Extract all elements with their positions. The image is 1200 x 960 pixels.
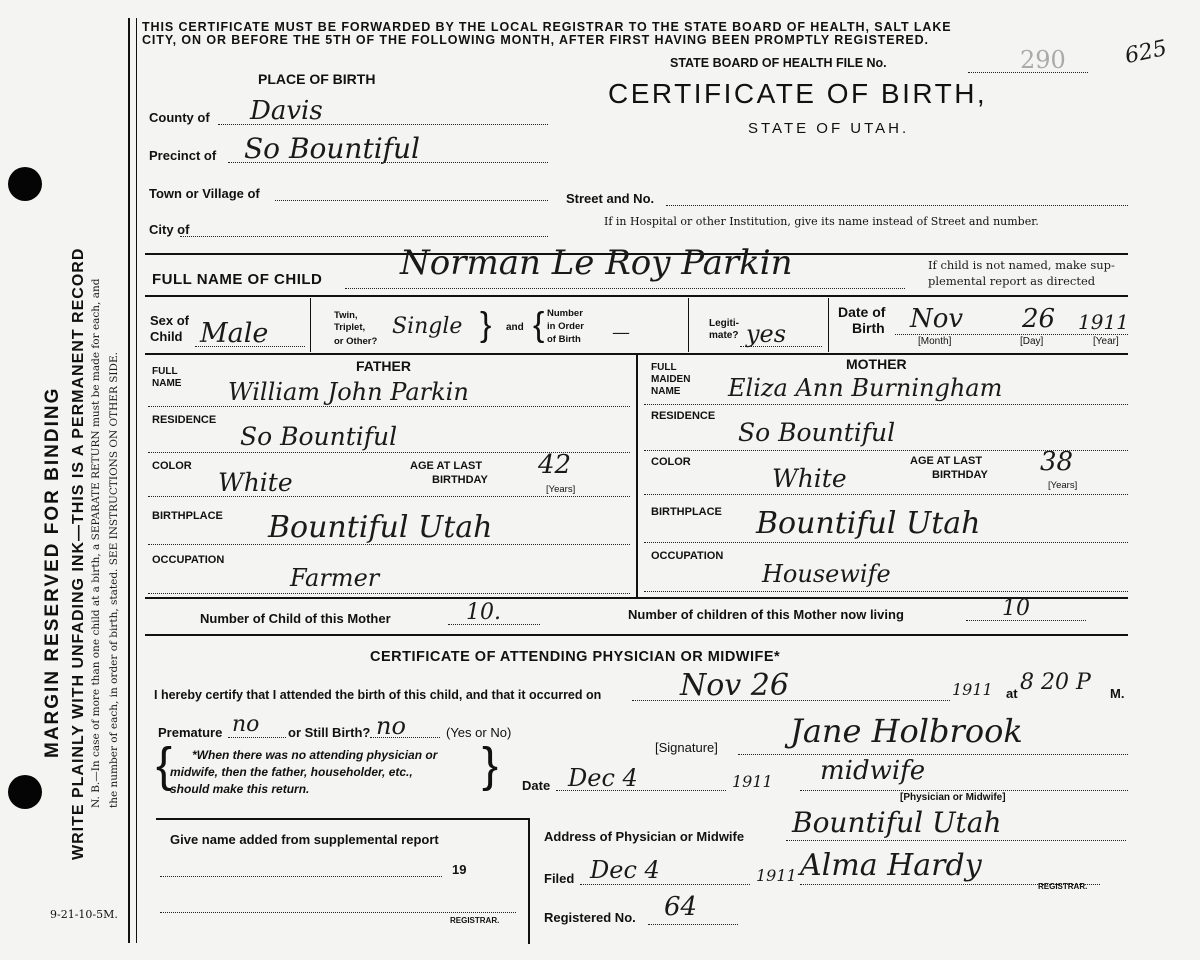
living-line [966,620,1086,621]
number-value: — [612,322,630,343]
father-birthplace-line [148,544,630,545]
premature-value: no [232,712,260,737]
place-heading: PLACE OF BIRTH [258,71,376,87]
twin-label-2: Triplet, [334,322,366,333]
unnamed-note-1: If child is not named, make sup- [928,258,1115,272]
at-label: at [1006,686,1018,701]
filed-label: Filed [544,871,575,886]
father-age-value: 42 [538,450,572,480]
number-label-1: Number [547,308,583,319]
town-label: Town or Village of [149,186,260,201]
father-heading: FATHER [356,358,411,374]
margin-ink-text: WRITE PLAINLY WITH UNFADING INK—THIS IS A PERMANENT RECORD [70,247,87,860]
file-number: 290 [1020,46,1066,74]
filed-date-line [580,884,750,885]
premature-line [228,737,286,738]
mother-color-line [644,494,1128,495]
physician-note-3: should make this return. [170,782,310,796]
mother-name-value: Eliza Ann Burningham [728,374,1003,402]
street-line [666,205,1128,206]
sign-date-label: Date [522,778,551,793]
birth-date-value: Nov 26 [680,668,789,703]
father-color-label: COLOR [152,460,192,472]
father-residence-label: RESIDENCE [152,414,217,426]
father-age-label-1: AGE AT LAST [410,460,483,472]
mother-name-label-1: FULL [651,362,677,373]
legit-label-1: Legiti- [709,318,739,329]
birth-year-value: 1911 [952,680,993,699]
sign-date-line [556,790,726,791]
number-brace: { [533,306,545,344]
file-number-label: STATE BOARD OF HEALTH FILE No. [670,56,887,70]
supplemental-year: 19 [452,862,467,877]
address-line [786,840,1126,841]
certificate-title: CERTIFICATE OF BIRTH, [608,78,988,109]
supplemental-line [160,876,442,877]
dob-line [895,334,1128,335]
child-name-label: FULL NAME OF CHILD [152,271,323,288]
dob-label-2: Birth [852,320,885,336]
signature-label: [Signature] [655,740,718,755]
margin-note-2: the number of each, in order of birth, stated. SEE INSTRUCTIONS ON OTHER SIDE. [108,352,120,808]
month-label: [Month] [918,336,952,347]
mother-age-label-1: AGE AT LAST [910,455,983,467]
parents-bottom-rule [145,597,1128,599]
legit-line [740,346,822,347]
sign-date-value: Dec 4 [568,764,638,792]
living-value: 10 [1002,596,1030,621]
child-name-line [345,288,905,289]
m-label: M. [1110,686,1125,701]
sex-label-1: Sex of [150,313,190,328]
still-birth-line [370,737,440,738]
mother-occupation-value: Housewife [762,560,891,588]
father-residence-value: So Bountiful [240,422,398,451]
twin-brace: } [480,306,492,344]
margin-note-1: N. B.—In case of more than one child at a birth, a SEPARATE RETURN must be made for each, and [90,278,102,808]
supplemental-line-2 [160,912,516,913]
city-line [180,236,548,237]
still-birth-label: or Still Birth? [288,725,371,740]
year-label: [Year] [1093,336,1119,347]
margin-border [128,18,130,943]
number-label-3: of Birth [547,334,581,345]
mother-occupation-line [644,591,1128,592]
mother-birthplace-line [644,542,1128,543]
note-brace-right: } [482,739,499,792]
certify-label: I hereby certify that I attended the birth of this child, and that it occurred on [154,688,602,702]
yes-no-label: (Yes or No) [446,725,512,740]
registered-number: 64 [664,892,698,922]
sex-label-2: Child [150,329,183,344]
hospital-note: If in Hospital or other Institution, give its name instead of Street and number. [604,215,1039,228]
child-number-value: 10. [466,600,501,625]
sex-line [195,346,305,347]
address-label: Address of Physician or Midwife [544,829,745,844]
file-number-line [968,72,1088,73]
filed-year-value: 1911 [756,866,797,885]
mother-age-value: 38 [1040,447,1074,477]
town-line [275,200,548,201]
county-value: Davis [250,96,323,126]
mother-name-label-3: NAME [651,386,681,397]
living-label: Number of children of this Mother now living [628,607,904,622]
mother-residence-value: So Bountiful [738,418,896,447]
signature-line [738,754,1128,755]
notice-line-1: THIS CERTIFICATE MUST BE FORWARDED BY THE LOCAL REGISTRAR TO THE STATE BOARD OF HEALTH, SALT LAKE [142,20,952,34]
father-color-value: White [218,468,293,497]
margin-binding-text: MARGIN RESERVED FOR BINDING [42,386,63,758]
registrar-label: REGISTRAR. [1038,882,1088,891]
dob-label-1: Date of [838,304,886,320]
supplemental-label: Give name added from supplemental report [170,832,439,847]
dob-year: 1911 [1078,310,1129,334]
father-occupation-line [148,593,630,594]
street-label: Street and No. [566,191,655,206]
father-color-line [148,496,630,497]
mother-color-value: White [772,464,847,493]
premature-label: Premature [158,725,223,740]
sex-value: Male [200,318,269,349]
mother-age-label-2: BIRTHDAY [932,469,988,481]
dob-day: 26 [1022,304,1056,334]
mother-name-line [644,404,1128,405]
margin-border-inner [136,18,137,943]
filed-date-value: Dec 4 [590,856,660,884]
father-birthplace-label: BIRTHPLACE [152,510,223,522]
registered-label: Registered No. [544,910,636,925]
child-number-label: Number of Child of this Mother [200,611,391,626]
birth-time-value: 8 20 P [1020,670,1091,695]
physician-title-value: midwife [820,756,926,786]
form-code: 9-21-10-5M. [50,908,118,921]
signature-value: Jane Holbrook [790,712,1023,750]
number-divider [688,298,689,352]
number-label-2: in Order [547,321,584,332]
still-birth-value: no [376,712,406,740]
father-name-line [148,406,630,407]
precinct-label: Precinct of [149,148,217,163]
father-occupation-label: OCCUPATION [152,554,225,566]
certificate-subtitle: STATE OF UTAH. [748,120,910,137]
legit-label-2: mate? [709,330,739,341]
father-birthplace-value: Bountiful Utah [268,510,493,545]
day-label: [Day] [1020,336,1044,347]
father-occupation-value: Farmer [290,564,380,592]
unnamed-note-2: plemental report as directed [928,274,1096,288]
child-number-line [448,624,540,625]
parents-center-divider [636,355,638,597]
county-label: County of [149,110,210,125]
mother-occupation-label: OCCUPATION [651,550,724,562]
dob-month: Nov [910,304,964,334]
mother-residence-label: RESIDENCE [651,410,716,422]
father-years-label: [Years] [546,484,576,495]
twin-label-3: or Other? [334,336,378,347]
twin-label-1: Twin, [334,310,358,321]
city-label: City of [149,222,190,237]
father-name-label-2: NAME [152,378,182,389]
registrar-signature: Alma Hardy [800,848,982,883]
note-brace-left: { [156,739,173,792]
county-line [218,124,548,125]
punch-hole-top [8,167,42,201]
birth-date-line [632,700,950,701]
address-value: Bountiful Utah [792,806,1002,839]
mother-birthplace-label: BIRTHPLACE [651,506,722,518]
supplemental-registrar-label: REGISTRAR. [450,916,500,925]
father-name-label-1: FULL [152,366,178,377]
precinct-value: So Bountiful [244,132,420,165]
punch-hole-bottom [8,775,42,809]
child-name-bottom-rule [145,295,1128,297]
father-age-label-2: BIRTHDAY [432,474,488,486]
father-name-value: William John Parkin [228,378,469,406]
precinct-line [228,162,548,163]
legit-value: yes [746,320,787,348]
sign-year-value: 1911 [732,772,773,791]
and-label: and [506,322,524,333]
legit-divider [828,298,829,352]
mother-name-label-2: MAIDEN [651,374,691,385]
sex-divider [310,298,311,352]
twin-value: Single [392,314,463,339]
physician-note-2: midwife, then the father, householder, etc., [170,765,413,779]
physician-heading: CERTIFICATE OF ATTENDING PHYSICIAN OR MIDWIFE* [370,649,781,665]
physician-note-1: *When there was no attending physician or [192,748,438,762]
physician-title-line [800,790,1128,791]
mother-color-label: COLOR [651,456,691,468]
margin-number: 625 [1122,35,1170,70]
physician-title-label: [Physician or Midwife] [900,792,1006,803]
mother-years-label: [Years] [1048,480,1078,491]
mother-birthplace-value: Bountiful Utah [756,506,981,541]
mother-heading: MOTHER [846,356,907,372]
counts-bottom-rule [145,634,1128,636]
registered-line [648,924,738,925]
notice-line-2: CITY, ON OR BEFORE THE 5TH OF THE FOLLOWING MONTH, AFTER FIRST HAVING BEEN PROMPTLY REGISTERED. [142,33,929,47]
child-name-value: Norman Le Roy Parkin [400,243,793,283]
